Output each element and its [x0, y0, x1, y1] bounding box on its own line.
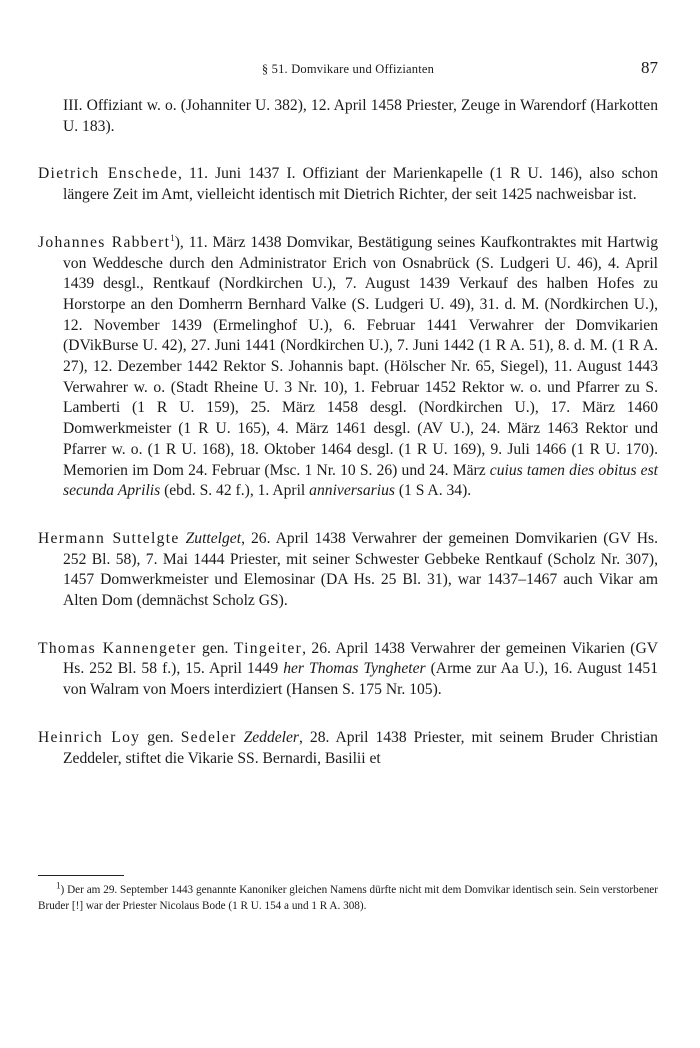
page-header — [38, 40, 658, 77]
name-variant: Zeddeler — [243, 728, 299, 746]
entry-text: , 11. Juni 1437 I. Offiziant der Marienkapelle (1 R U. 146), also schon längere Zeit im Amt, vielleicht identisch mit Dietrich Richter, der seit 1425 nachweisbar ist. — [63, 165, 658, 204]
footnote-ref: 1 — [170, 232, 175, 243]
running-title: § 51. Domvikare und Offizianten — [261, 62, 435, 76]
entry-dietrich-enschede — [38, 164, 658, 205]
name-connector: gen. — [196, 639, 234, 657]
entry-text-3: (1 S A. 34). — [394, 482, 472, 500]
entry-text: , 28. April 1438 Priester, mit seinem Bruder Christian Zeddeler, stiftet die Vikarie SS. Bernardi, Basilii et — [63, 728, 658, 767]
alias-name: Tingeiter — [233, 639, 303, 657]
entry-heinrich-loy — [38, 728, 658, 769]
name-connector: gen. — [140, 728, 181, 746]
main-text — [38, 96, 658, 769]
footnote — [38, 882, 658, 914]
entry-thomas-kannengeter — [38, 639, 658, 701]
latin-term: anniversarius — [309, 482, 395, 500]
footnote-text: ) Der am 29. September 1443 genannte Kanoniker gleichen Namens dürfte nicht mit dem Domvikar identisch sein. Sein verstorbener Bruder [!] war der Priester Nicolaus Bode (1 R U. 154 a und 1 R A. 308). — [38, 884, 658, 912]
entry-text: , 26. April 1438 Verwahrer der gemeinen Vikarien (GV Hs. 252 Bl. 58 f.), 15. April 1449 — [63, 639, 658, 678]
entry-hermann-suttelgte — [38, 529, 658, 612]
entry-text: III. Offiziant w. o. (Johanniter U. 382), 12. April 1458 Priester, Zeuge in Warendorf (Harkotten U. 183). — [63, 97, 658, 135]
name-variant: Zuttelget — [185, 529, 242, 547]
footnote-marker: 1 — [56, 880, 61, 891]
footnote-separator — [38, 875, 124, 876]
person-name: Hermann Suttelgte — [38, 529, 180, 547]
entry-text: ), 11. März 1438 Domvikar, Bestätigung seines Kaufkontraktes mit Hartwig von Weddesche durch den Administrator Erich von Osnabrück (S. Ludgeri U. 46), 4. April 1439 desgl., Rentkauf (Nordkirchen U.), 7. August 1439 Verkauf des halben Hofes zu Horstorpe an den Domherrn Bernhard Valke (S. Ludgeri U. 49), 31. d. M. (Nordkirchen U.), 12. November 1439 (Ermelinghof U.), 6. Februar 1441 Verwahrer der Domvikarien (DVikBurse U. 42), 27. Juni 1441 (Nordkirchen U.), 7. Juni 1442 (1 R A. 51), 8. d. M. (1 R A. 27), 12. Dezember 1442 Rektor S. Johannis bapt. (Hölscher Nr. 65, Siegel), 11. August 1443 Verwahrer w. o. (Stadt Rheine U. 3 Nr. 10), 1. Februar 1452 Rektor w. o. und Pfarrer zu S. Lamberti (1 R U. 159), 25. März 1458 desgl. (Nordkirchen U.), 17. März 1460 Domwerkmeister (1 R U. 165), 4. März 1461 desgl. (AV U.), 24. März 1463 Rektor und Pfarrer w. o. (1 R U. 168), 18. Oktober 1464 desgl. (1 R U. 169), 9. Juli 1466 (1 R U. 170). Memorien im Dom 24. Februar (Msc. 1 Nr. 10 S. 26) und 24. März — [63, 233, 658, 479]
entry-johannes-rabbert — [38, 233, 658, 502]
entry-text-2: (Arme zur Aa U.), 16. August 1451 von Walram von Moers interdiziert (Hansen S. 175 Nr. 105). — [63, 660, 658, 699]
page-number: 87 — [641, 58, 658, 77]
entry-text: , 26. April 1438 Verwahrer der gemeinen Domvikarien (GV Hs. 252 Bl. 58), 7. Mai 1444 Priester, mit seiner Schwester Gebbeke Rentkauf (Scholz Nr. 307), 1457 Domwerkmeister und Elemosinar (DA Hs. 25 Bl. 31), war 1437–1467 auch Vikar am Alten Dom (demnächst Scholz GS). — [63, 529, 658, 610]
person-name: Thomas Kannengeter — [38, 639, 197, 657]
person-name: Johannes Rabbert — [38, 233, 171, 251]
entry-text-2: (ebd. S. 42 f.), 1. April — [160, 482, 310, 500]
latin-quote: cuius tamen dies obitus est secunda Aprilis — [63, 461, 659, 500]
entry-continuation — [38, 96, 658, 137]
person-name: Heinrich Loy — [38, 728, 141, 746]
alias-name: Sedeler — [180, 728, 237, 746]
name-variant: her Thomas Tyngheter — [283, 660, 426, 678]
person-name: Dietrich Enschede — [38, 165, 179, 183]
